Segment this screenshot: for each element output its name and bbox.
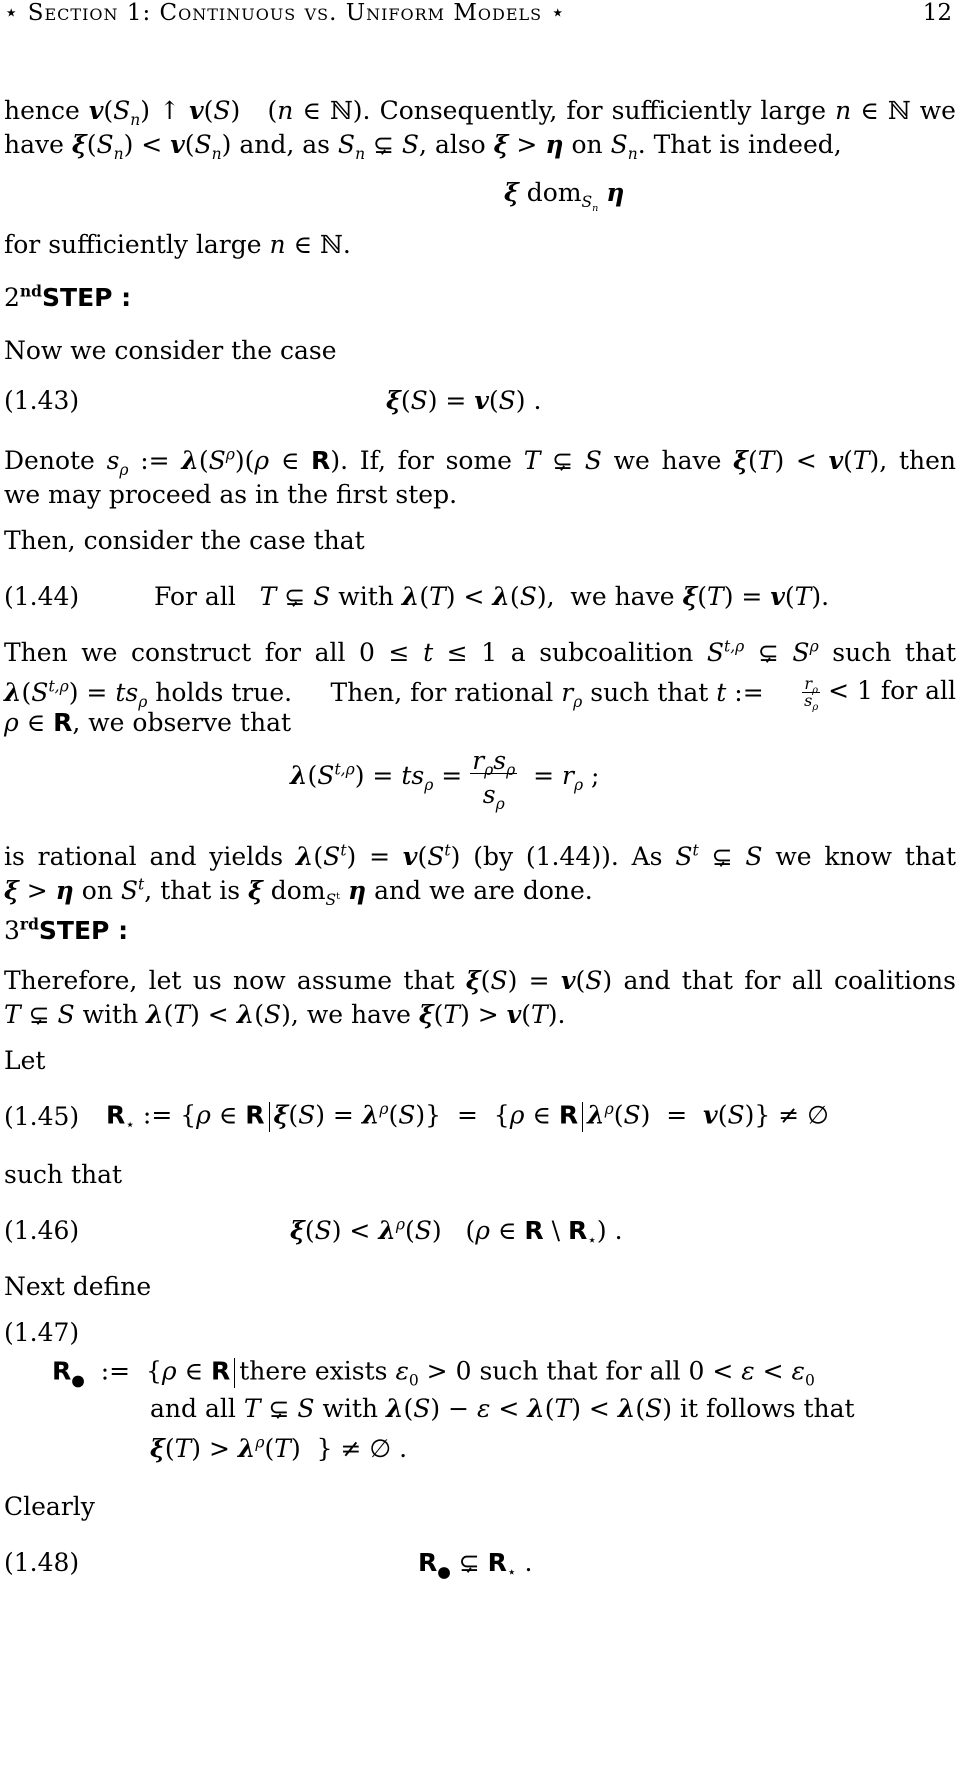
para-line: ξ > η on $S^t$, that is ξ dom$_{S^t}$ η and we are done. (4, 875, 593, 909)
display-formula: and all T ⊊ S with λ(S) − ε < λ(T) < λ(S) it follows that (150, 1394, 855, 1423)
equation-number: (1.43) (4, 386, 80, 415)
display-formula: ξ(S) = v(S) . (386, 386, 542, 415)
star-icon: ⋆ (4, 0, 20, 26)
header-title: Section 1: Continuous vs. Uniform Models (27, 0, 543, 26)
para-line: is rational and yields $\lambda(S^t) = v(S^t)$ (by (1.44)). As $S^t$ ⊊ S we know that (4, 841, 957, 871)
para-line: we may proceed as in the first step. (4, 480, 458, 509)
running-header (4, 2, 566, 25)
display-formula: $R_●$ ⊊ $R_⋆$ . (418, 1548, 533, 1581)
display-formula: $R_⋆$ := {ρ ∈ R $\xi(S) = \lambda^\rho(S)\} = \{\rho$ ∈ R $\lambda^\rho(S) = v(S)$} ≠ ∅ (106, 1100, 829, 1134)
equation-number: (1.48) (4, 1548, 80, 1577)
star-icon: ⋆ (550, 0, 566, 26)
display-formula: $\xi(T) > \lambda^\rho(T)$ } ≠ ∅ . (150, 1433, 408, 1463)
para-line: hence $v(S_n)$ ↑ v(S) (n ∈ ℕ). Consequently, for sufficiently large n ∈ ℕ we (4, 96, 956, 129)
para-line: Denote $s_\rho$ := $\lambda(S^\rho)(\rho$ ∈ R). If, for some T ⊊ S we have ξ(T) < v(T), then (4, 445, 957, 479)
para-line: $\lambda(S^{t,\rho}) = ts_\rho$ holds true. Then, for rational $r_\rho$ such that t := $\frac{r_\rho}{s_\rho}$ < 1 for all (4, 674, 956, 714)
para-line: have $\xi(S_n) < v(S_n)$ and, as $S_n$ ⊊ S, also ξ > η on $S_n$. That is indeed, (4, 130, 842, 163)
para-line: Then, consider the case that (4, 526, 365, 555)
para-line: Then we construct for all 0 ≤ t ≤ 1 a subcoalition $S^{t,\rho}$ ⊊ $S^\rho$ such that (4, 637, 956, 667)
para-line: for sufficiently large n ∈ ℕ. (4, 230, 351, 259)
equation-number: (1.46) (4, 1216, 80, 1245)
equation-number: (1.45) (4, 1102, 80, 1131)
display-formula: $\xi(S) < \lambda^\rho(S)$ (ρ ∈ R \ $R_⋆$) . (290, 1215, 623, 1249)
para-line: ρ ∈ R, we observe that (4, 708, 292, 737)
display-formula: $\lambda(S^{t,\rho}) = ts_\rho$ = $\frac{r_\rho s_\rho}{s_\rho}$ = $r_\rho$ ; (290, 746, 600, 813)
display-formula: $R_●$ := {ρ ∈ R there exists $\varepsilon_0 > 0$ such that for all $0 < \varepsilon < \varepsilon_0$ (52, 1356, 815, 1390)
para-line: Now we consider the case (4, 336, 337, 365)
para-line: Clearly (4, 1492, 95, 1521)
para-line: T ⊊ S with λ(T) < λ(S), we have ξ(T) > v(T). (4, 1000, 566, 1029)
display-formula: For all T ⊊ S with λ(T) < λ(S), we have ξ(T) = v(T). (154, 582, 830, 611)
equation-number: (1.44) (4, 582, 80, 611)
para-line: Next define (4, 1272, 152, 1301)
para-line: Therefore, let us now assume that ξ(S) = v(S) and that for all coalitions (4, 966, 956, 995)
display-formula: ξ dom$_{S_n}$ η (504, 178, 625, 215)
para-line: such that (4, 1160, 123, 1189)
equation-number: (1.47) (4, 1318, 80, 1347)
step-heading: 2ndSTEP : (4, 281, 132, 312)
step-heading: 3rdSTEP : (4, 914, 129, 945)
page-number: 12 (922, 0, 952, 26)
para-line: Let (4, 1046, 46, 1075)
